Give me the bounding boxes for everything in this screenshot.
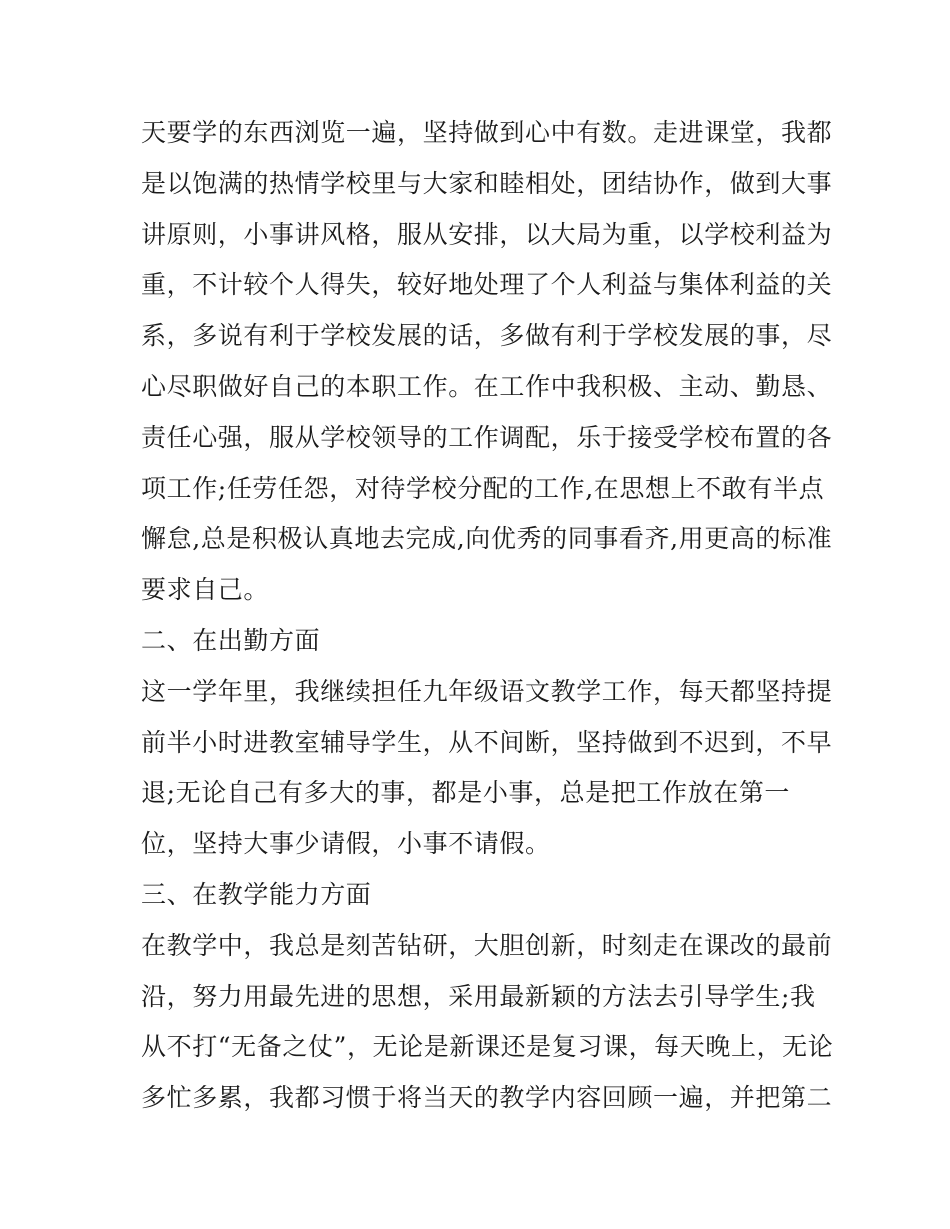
text-line: 懈怠,总是积极认真地去完成,向优秀的同事看齐,用更高的标准 bbox=[141, 524, 833, 554]
text-line: 位，坚持大事少请假，小事不请假。 bbox=[141, 829, 551, 859]
text-line: 责任心强，服从学校领导的工作调配，乐于接受学校布置的各 bbox=[141, 422, 833, 452]
text-line: 天要学的东西浏览一遍，坚持做到心中有数。走进课堂，我都 bbox=[141, 118, 833, 147]
text-line: 这一学年里，我继续担任九年级语文教学工作，每天都坚持提 bbox=[141, 676, 833, 706]
text-line: 是以饱满的热情学校里与大家和睦相处，团结协作，做到大事 bbox=[141, 168, 833, 198]
text-line: 讲原则，小事讲风格，服从安排，以大局为重，以学校利益为 bbox=[141, 219, 833, 249]
section-heading-attendance: 二、在出勤方面 bbox=[141, 625, 321, 655]
text-line: 重，不计较个人得失，较好地处理了个人利益与集体利益的关 bbox=[141, 270, 833, 300]
text-line: 在教学中，我总是刻苦钻研，大胆创新，时刻走在课改的最前 bbox=[141, 930, 833, 960]
text-line: 要求自己。 bbox=[141, 575, 270, 605]
text-line: 多忙多累，我都习惯于将当天的教学内容回顾一遍，并把第二 bbox=[141, 1083, 833, 1113]
text-line: 项工作;任劳任怨，对待学校分配的工作,在思想上不敢有半点 bbox=[141, 473, 825, 503]
section-heading-teaching-ability: 三、在教学能力方面 bbox=[141, 879, 372, 909]
text-line: 退;无论自己有多大的事，都是小事，总是把工作放在第一 bbox=[141, 778, 791, 808]
text-line: 系，多说有利于学校发展的话，多做有利于学校发展的事，尽 bbox=[141, 321, 833, 351]
text-line: 心尽职做好自己的本职工作。在工作中我积极、主动、勤恳、 bbox=[141, 371, 833, 401]
text-line: 沿，努力用最先进的思想，采用最新颖的方法去引导学生;我 bbox=[141, 981, 816, 1011]
text-line: 从不打“无备之仗”，无论是新课还是复习课，每天晚上，无论 bbox=[141, 1032, 834, 1062]
body-text bbox=[141, 108, 834, 1124]
text-line: 前半小时进教室辅导学生，从不间断，坚持做到不迟到，不早 bbox=[141, 727, 833, 757]
